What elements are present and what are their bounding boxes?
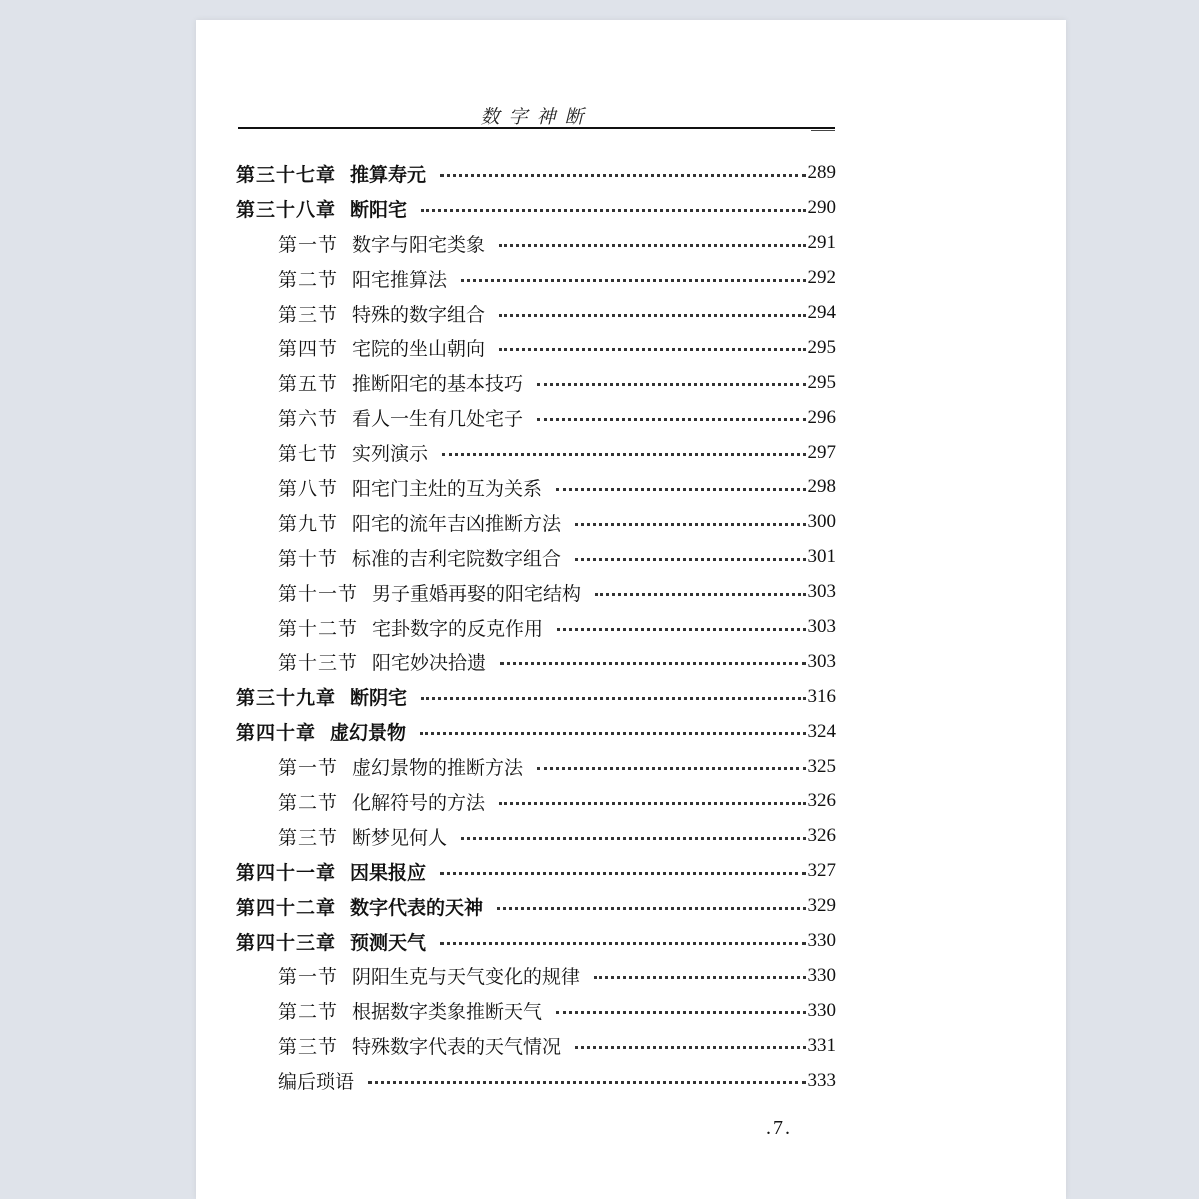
toc-section-row [236,330,836,365]
toc-entry-title: 特殊数字代表的天气情况 [352,1036,562,1059]
toc-entry-page: 326 [807,825,836,847]
toc-section-row [236,435,836,470]
toc-entry-page: 289 [807,162,836,184]
dot-leader [556,1009,805,1014]
toc-entry-heading [278,997,542,1024]
toc-section-row [236,610,836,645]
toc-entry-heading [278,962,580,989]
toc-entry-title: 根据数字类象推断天气 [352,1001,543,1024]
document-page [196,20,1066,1199]
toc-entry-label: 第七节 [278,443,339,466]
toc-entry-title: 推算寿元 [350,163,427,186]
toc-entry-label: 第二节 [278,268,339,291]
toc-entry-title: 编后琐语 [278,1071,355,1094]
dot-leader [461,835,805,840]
toc-entry-label: 第四节 [278,338,339,361]
header-rule-tail [811,130,835,131]
dot-leader [461,277,805,282]
toc-entry-label: 第三节 [278,303,339,326]
toc-entry-heading [236,718,406,745]
toc-entry-page: 333 [807,1069,836,1091]
toc-entry-page: 295 [807,336,836,358]
table-of-contents [236,156,836,1098]
toc-entry-page: 324 [807,720,836,742]
dot-leader [497,905,805,910]
toc-entry-page: 325 [807,755,836,777]
toc-section-row [236,1028,836,1063]
toc-entry-heading [278,230,485,257]
toc-entry-label: 第十节 [278,547,339,570]
toc-entry-heading [278,300,485,327]
toc-entry-heading [278,579,581,606]
toc-entry-heading [278,1067,354,1094]
toc-entry-page: 316 [807,685,836,707]
toc-entry-label: 第八节 [278,477,339,500]
toc-entry-page: 292 [807,267,836,289]
toc-entry-page: 298 [807,476,836,498]
toc-section-row [236,505,836,540]
toc-entry-label: 第一节 [278,233,339,256]
toc-chapter-row [236,191,836,226]
toc-chapter-row [236,889,836,924]
toc-entry-title: 化解符号的方法 [352,791,486,814]
toc-chapter-row [236,714,836,749]
toc-entry-title: 宅院的坐山朝向 [352,338,486,361]
toc-entry-heading [278,614,543,641]
toc-entry-title: 标准的吉利宅院数字组合 [352,547,562,570]
toc-section-row [236,261,836,296]
toc-entry-page: 327 [807,860,836,882]
toc-entry-label: 第二节 [278,791,339,814]
toc-entry-page: 303 [807,616,836,638]
dot-leader [537,765,805,770]
toc-entry-heading [278,753,523,780]
toc-section-row [236,819,836,854]
toc-entry-page: 303 [807,581,836,603]
toc-entry-page: 296 [807,406,836,428]
toc-entry-label: 第三节 [278,1036,339,1059]
toc-entry-title: 阴阳生克与天气变化的规律 [352,966,581,989]
toc-entry-heading [278,788,485,815]
toc-entry-heading [278,823,447,850]
dot-leader [499,242,805,247]
toc-entry-title: 实列演示 [352,443,429,466]
toc-entry-heading [278,334,485,361]
toc-section-row [236,540,836,575]
toc-entry-heading [278,509,561,536]
toc-entry-label: 第一节 [278,966,339,989]
toc-section-row [236,365,836,400]
toc-section-row [236,784,836,819]
toc-section-row [236,400,836,435]
toc-entry-label: 第十二节 [278,617,359,640]
toc-entry-title: 因果报应 [350,861,427,884]
toc-entry-title: 推断阳宅的基本技巧 [352,373,524,396]
toc-section-row [236,644,836,679]
toc-entry-title: 阳宅妙决拾遗 [372,652,487,675]
dot-leader [500,660,805,665]
toc-entry-page: 297 [807,441,836,463]
toc-section-row [236,1063,836,1098]
dot-leader [499,346,805,351]
toc-entry-label: 第四十一章 [236,861,337,884]
dot-leader [557,626,805,631]
toc-entry-page: 329 [807,895,836,917]
toc-entry-page: 295 [807,371,836,393]
toc-entry-page: 330 [807,930,836,952]
dot-leader [537,416,805,421]
toc-entry-title: 虚幻景物的推断方法 [352,757,524,780]
toc-entry-heading [278,1032,561,1059]
toc-entry-title: 断梦见何人 [352,826,448,849]
toc-entry-page: 326 [807,790,836,812]
toc-entry-heading [236,683,407,710]
running-title: 数字神断 [480,106,593,128]
dot-leader [440,870,805,875]
toc-entry-label: 第二节 [278,1001,339,1024]
toc-entry-title: 阳宅推算法 [352,268,448,291]
dot-leader [420,730,805,735]
toc-entry-title: 阳宅门主灶的互为关系 [352,477,543,500]
dot-leader [499,800,805,805]
toc-entry-label: 第四十章 [236,722,317,745]
dot-leader [442,451,805,456]
toc-section-row [236,575,836,610]
toc-section-row [236,993,836,1028]
toc-entry-heading [236,195,407,222]
toc-section-row [236,749,836,784]
toc-entry-heading [236,160,426,187]
dot-leader [537,381,805,386]
toc-entry-label: 第三十七章 [236,163,337,186]
toc-entry-page: 331 [807,1034,836,1056]
dot-leader [440,940,805,945]
toc-chapter-row [236,156,836,191]
toc-entry-label: 第一节 [278,757,339,780]
toc-chapter-row [236,924,836,959]
dot-leader [499,312,805,317]
toc-section-row [236,470,836,505]
page-number: .7. [766,1117,792,1139]
header-rule [238,127,835,129]
toc-entry-heading [278,474,542,501]
toc-entry-title: 数字与阳宅类象 [352,233,486,256]
dot-leader [440,172,805,177]
toc-entry-label: 第十三节 [278,652,359,675]
toc-entry-page: 300 [807,511,836,533]
toc-entry-label: 第九节 [278,512,339,535]
toc-entry-heading [278,648,486,675]
toc-entry-title: 男子重婚再娶的阳宅结构 [372,582,582,605]
toc-entry-heading [236,928,426,955]
toc-chapter-row [236,679,836,714]
toc-entry-label: 第四十三章 [236,931,337,954]
toc-entry-heading [236,893,483,920]
toc-entry-heading [278,265,447,292]
dot-leader [595,591,805,596]
toc-section-row [236,296,836,331]
toc-entry-label: 第五节 [278,373,339,396]
toc-entry-title: 断阴宅 [350,687,408,710]
toc-section-row [236,226,836,261]
toc-entry-label: 第六节 [278,408,339,431]
toc-entry-label: 第三十九章 [236,687,337,710]
toc-entry-heading [278,439,428,466]
toc-entry-heading [236,858,426,885]
toc-entry-title: 断阳宅 [350,198,408,221]
toc-entry-heading [278,369,523,396]
toc-entry-page: 330 [807,964,836,986]
dot-leader [575,521,805,526]
dot-leader [575,1044,805,1049]
toc-entry-page: 303 [807,650,836,672]
toc-entry-page: 290 [807,197,836,219]
toc-entry-page: 301 [807,546,836,568]
toc-entry-label: 第三节 [278,826,339,849]
toc-section-row [236,958,836,993]
toc-entry-page: 291 [807,232,836,254]
toc-entry-page: 330 [807,999,836,1021]
dot-leader [594,974,805,979]
toc-entry-title: 数字代表的天神 [350,896,484,919]
toc-chapter-row [236,854,836,889]
toc-entry-title: 看人一生有几处宅子 [352,408,524,431]
dot-leader [556,486,805,491]
toc-entry-heading [278,404,523,431]
toc-entry-page: 294 [807,302,836,323]
toc-entry-title: 宅卦数字的反克作用 [372,617,544,640]
toc-entry-label: 第四十二章 [236,896,337,919]
toc-entry-title: 特殊的数字组合 [352,303,486,326]
toc-entry-title: 虚幻景物 [330,722,407,745]
toc-entry-title: 阳宅的流年吉凶推断方法 [352,512,562,535]
toc-entry-label: 第三十八章 [236,198,337,221]
dot-leader [368,1079,805,1084]
toc-entry-heading [278,544,561,571]
dot-leader [421,207,805,212]
dot-leader [421,695,805,700]
toc-entry-title: 预测天气 [350,931,427,954]
toc-entry-label: 第十一节 [278,582,359,605]
dot-leader [575,556,805,561]
